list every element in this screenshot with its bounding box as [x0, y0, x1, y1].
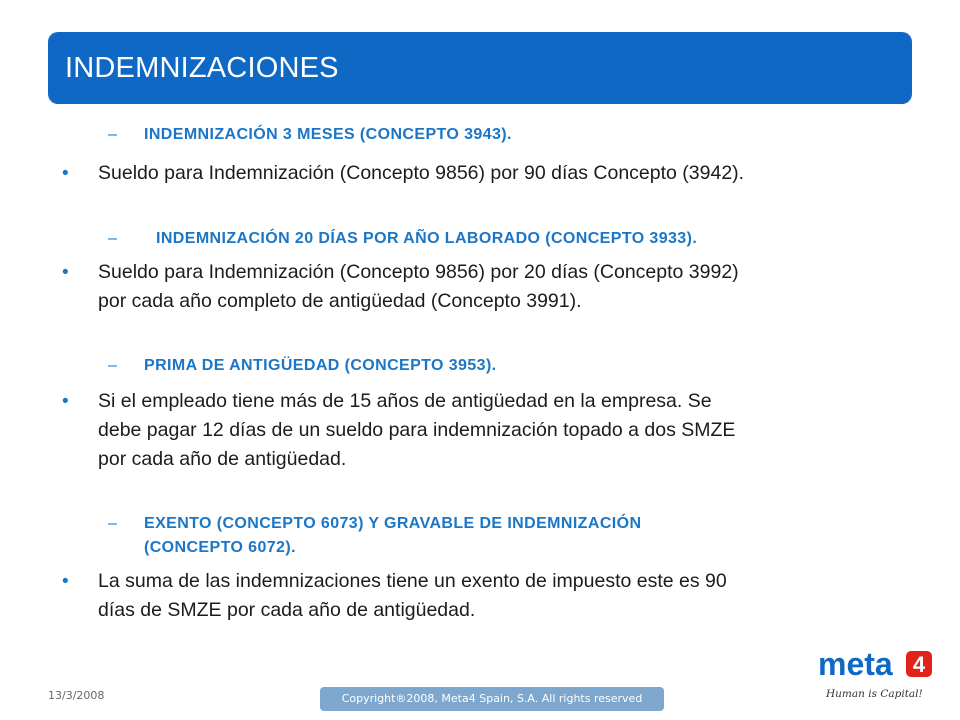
bullet-2	[62, 258, 902, 316]
subheading-4-line-2: (CONCEPTO 6072).	[144, 539, 296, 556]
bullet-1	[62, 159, 902, 188]
bullet-marker: •	[62, 571, 69, 592]
dash-marker: –	[108, 126, 118, 143]
subheading-4	[108, 512, 641, 560]
bullet-4	[62, 567, 902, 625]
subheading-1	[108, 123, 512, 147]
bullet-2-line-1: Sueldo para Indemnización (Concepto 9856) por 20 días (Concepto 3992)	[98, 261, 739, 283]
logo-digit: 4	[912, 652, 926, 677]
dash-marker: –	[108, 357, 118, 374]
subheading-4-line-1: EXENTO (CONCEPTO 6073) Y GRAVABLE DE INDEMNIZACIÓN	[144, 515, 642, 532]
subheading-2	[108, 227, 697, 251]
dash-marker: –	[108, 230, 118, 247]
bullet-3-line-1: Si el empleado tiene más de 15 años de antigüedad en la empresa. Se	[98, 390, 712, 412]
subheading-3	[108, 354, 497, 378]
bullet-3-line-2: debe pagar 12 días de un sueldo para indemnización topado a dos SMZE	[98, 419, 736, 441]
subheading-3-line-1: PRIMA DE ANTIGÜEDAD (CONCEPTO 3953).	[144, 357, 497, 374]
logo-wordmark: meta	[818, 646, 893, 682]
bullet-marker: •	[62, 163, 69, 184]
subheading-2-line-1: INDEMNIZACIÓN 20 DÍAS POR AÑO LABORADO (CONCEPTO 3933).	[156, 230, 698, 247]
bullet-3-line-3: por cada año de antigüedad.	[98, 448, 347, 470]
bullet-1-line-1: Sueldo para Indemnización (Concepto 9856) por 90 días Concepto (3942).	[98, 162, 745, 184]
bullet-2-line-2: por cada año completo de antigüedad (Concepto 3991).	[98, 290, 582, 312]
slide-title: INDEMNIZACIONES	[65, 52, 339, 84]
logo-tagline: Human is Capital!	[826, 688, 923, 700]
bullet-4-line-1: La suma de las indemnizaciones tiene un exento de impuesto este es 90	[98, 570, 727, 592]
subheading-1-line-1: INDEMNIZACIÓN 3 MESES (CONCEPTO 3943).	[144, 126, 512, 143]
footer-date: 13/3/2008	[48, 689, 105, 702]
dash-marker: –	[108, 515, 118, 532]
meta4-logo	[814, 645, 944, 705]
bullet-3	[62, 387, 902, 474]
title-bar	[48, 32, 912, 104]
bullet-4-line-2: días de SMZE por cada año de antigüedad.	[98, 599, 476, 621]
bullet-marker: •	[62, 262, 69, 283]
bullet-marker: •	[62, 391, 69, 412]
footer-copyright: Copyright®2008, Meta4 Spain, S.A. All rights reserved	[320, 687, 664, 711]
